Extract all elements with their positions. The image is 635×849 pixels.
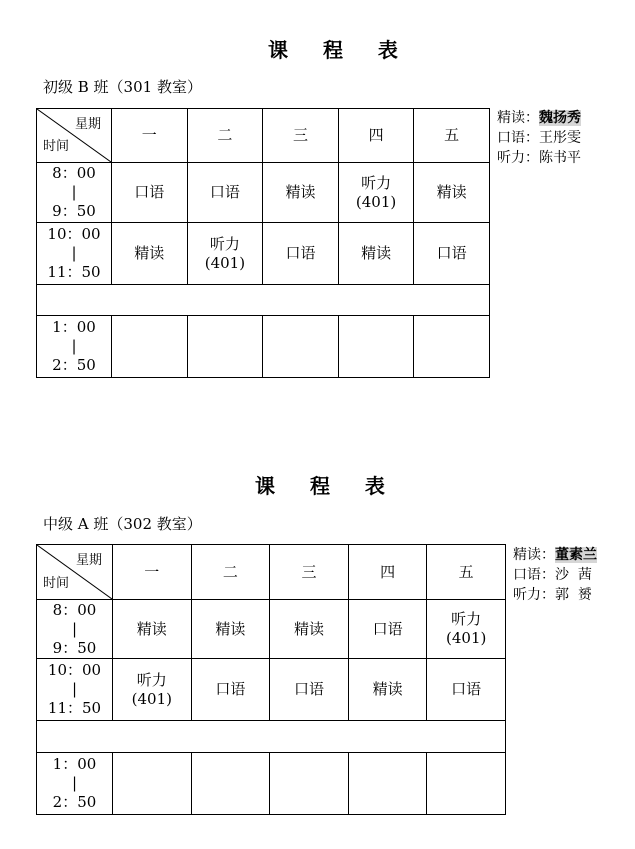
- slot-row: [37, 753, 506, 815]
- slot-row: [37, 659, 506, 721]
- room-number: (401): [355, 192, 397, 211]
- class-cell: [191, 600, 270, 659]
- class-cell: [112, 163, 188, 223]
- time-end: 11：50: [47, 699, 102, 717]
- teacher-entry: [497, 148, 581, 168]
- empty-cell: [112, 316, 188, 378]
- corner-time-label: 时间: [43, 576, 70, 591]
- break-row: [37, 285, 490, 316]
- day-header: 二: [191, 545, 270, 600]
- teacher-list: [497, 108, 581, 168]
- teacher-name: 郭 赟: [555, 587, 592, 603]
- slot-row: [37, 163, 490, 223]
- class-cell: [427, 659, 506, 721]
- time-separator: |: [71, 244, 77, 262]
- day-header: 一: [113, 545, 192, 600]
- class-label: 中级 A 班（302 教室）: [43, 515, 202, 533]
- subject-name: 精读: [436, 183, 467, 201]
- class-cell: [191, 659, 270, 721]
- empty-cell: [187, 316, 263, 378]
- day-header: 五: [414, 109, 490, 163]
- subject-name: 精读: [293, 619, 324, 638]
- empty-cell: [414, 316, 490, 378]
- day-header: 二: [187, 109, 263, 163]
- corner-day-label: 星期: [74, 117, 101, 132]
- corner-cell: [37, 109, 112, 163]
- day-header: 三: [270, 545, 349, 600]
- break-cell: [37, 721, 506, 753]
- time-start: 8：00: [52, 164, 96, 182]
- teacher-subject: 精读：: [513, 547, 555, 563]
- slot-row: [37, 223, 490, 285]
- time-end: 2：50: [52, 356, 96, 374]
- class-cell: [113, 659, 192, 721]
- subject-name: 听力: [209, 234, 240, 253]
- break-row: [37, 721, 506, 753]
- time-start: 1：00: [52, 318, 96, 336]
- subject-name: 口语: [285, 244, 316, 262]
- empty-cell: [338, 316, 414, 378]
- time-start: 1：00: [52, 755, 97, 773]
- class-cell: [348, 659, 427, 721]
- teacher-entry: [513, 585, 597, 605]
- teacher-name: 沙 茜: [555, 567, 592, 583]
- time-separator: |: [71, 774, 78, 792]
- subject-name: 口语: [451, 680, 482, 698]
- teacher-subject: 听力：: [497, 150, 539, 166]
- schedule-title: 课 程 表: [255, 474, 399, 498]
- schedule-title: 课 程 表: [268, 38, 412, 62]
- teacher-subject: 听力：: [513, 587, 555, 603]
- class-cell: [270, 659, 349, 721]
- header-row: [37, 545, 506, 600]
- class-cell: [414, 223, 490, 285]
- class-cell: [113, 600, 192, 659]
- time-separator: |: [71, 337, 77, 355]
- time-separator: |: [71, 680, 78, 698]
- teacher-name: 魏扬秀: [539, 110, 581, 126]
- corner-time-label: 时间: [43, 139, 70, 154]
- teacher-subject: 精读：: [497, 110, 539, 126]
- teacher-entry: [497, 108, 581, 128]
- subject-name: 口语: [372, 619, 403, 638]
- time-start: 10：00: [47, 661, 102, 679]
- subject-name: 口语: [293, 680, 324, 698]
- class-cell: [112, 223, 188, 285]
- subject-name: 精读: [136, 619, 167, 638]
- empty-cell: [270, 753, 349, 815]
- time-cell: [37, 600, 113, 659]
- time-separator: |: [71, 183, 77, 201]
- corner-cell: [37, 545, 113, 600]
- time-separator: |: [71, 619, 78, 638]
- time-cell: [37, 316, 112, 378]
- day-header: 五: [427, 545, 506, 600]
- subject-name: 精读: [134, 244, 165, 262]
- day-header: 一: [112, 109, 188, 163]
- empty-cell: [263, 316, 339, 378]
- subject-name: 精读: [285, 183, 316, 201]
- empty-cell: [113, 753, 192, 815]
- subject-name: 口语: [134, 183, 165, 201]
- class-cell: [427, 600, 506, 659]
- subject-name: 口语: [209, 183, 240, 201]
- class-cell: [338, 163, 414, 223]
- class-cell: [263, 163, 339, 223]
- class-cell: [187, 163, 263, 223]
- day-header: 四: [348, 545, 427, 600]
- class-label: 初级 B 班（301 教室）: [43, 78, 202, 96]
- header-row: [37, 109, 490, 163]
- teacher-entry: [497, 128, 581, 148]
- empty-cell: [191, 753, 270, 815]
- subject-name: 精读: [215, 619, 246, 638]
- break-cell: [37, 285, 490, 316]
- time-cell: [37, 223, 112, 285]
- time-cell: [37, 659, 113, 721]
- time-end: 2：50: [52, 793, 97, 811]
- time-end: 9：50: [52, 202, 96, 220]
- time-end: 9：50: [52, 638, 97, 657]
- class-cell: [348, 600, 427, 659]
- subject-name: 听力: [136, 670, 167, 689]
- class-cell: [263, 223, 339, 285]
- subject-name: 精读: [361, 244, 392, 262]
- day-header: 三: [263, 109, 339, 163]
- schedule-table: [36, 108, 490, 378]
- teacher-name: 王彤雯: [539, 130, 581, 146]
- teacher-subject: 口语：: [513, 567, 555, 583]
- subject-name: 听力: [361, 173, 392, 192]
- teacher-list: [513, 545, 597, 605]
- class-cell: [338, 223, 414, 285]
- day-header: 四: [338, 109, 414, 163]
- teacher-name: 董素兰: [555, 547, 597, 563]
- slot-row: [37, 316, 490, 378]
- subject-name: 口语: [436, 244, 467, 262]
- time-start: 8：00: [52, 600, 97, 619]
- schedule-table: [36, 544, 506, 815]
- empty-cell: [427, 753, 506, 815]
- subject-name: 精读: [372, 680, 403, 698]
- corner-day-label: 星期: [75, 553, 102, 568]
- time-cell: [37, 753, 113, 815]
- subject-name: 口语: [215, 680, 246, 698]
- teacher-entry: [513, 545, 597, 565]
- time-end: 11：50: [47, 263, 101, 281]
- teacher-entry: [513, 565, 597, 585]
- time-cell: [37, 163, 112, 223]
- subject-name: 听力: [451, 610, 482, 628]
- room-number: (401): [131, 689, 172, 708]
- slot-row: [37, 600, 506, 659]
- class-cell: [270, 600, 349, 659]
- time-start: 10：00: [47, 225, 101, 243]
- class-cell: [187, 223, 263, 285]
- room-number: (401): [204, 253, 246, 272]
- teacher-subject: 口语：: [497, 130, 539, 146]
- teacher-name: 陈书平: [539, 150, 581, 166]
- class-cell: [414, 163, 490, 223]
- room-number: (401): [446, 629, 487, 647]
- empty-cell: [348, 753, 427, 815]
